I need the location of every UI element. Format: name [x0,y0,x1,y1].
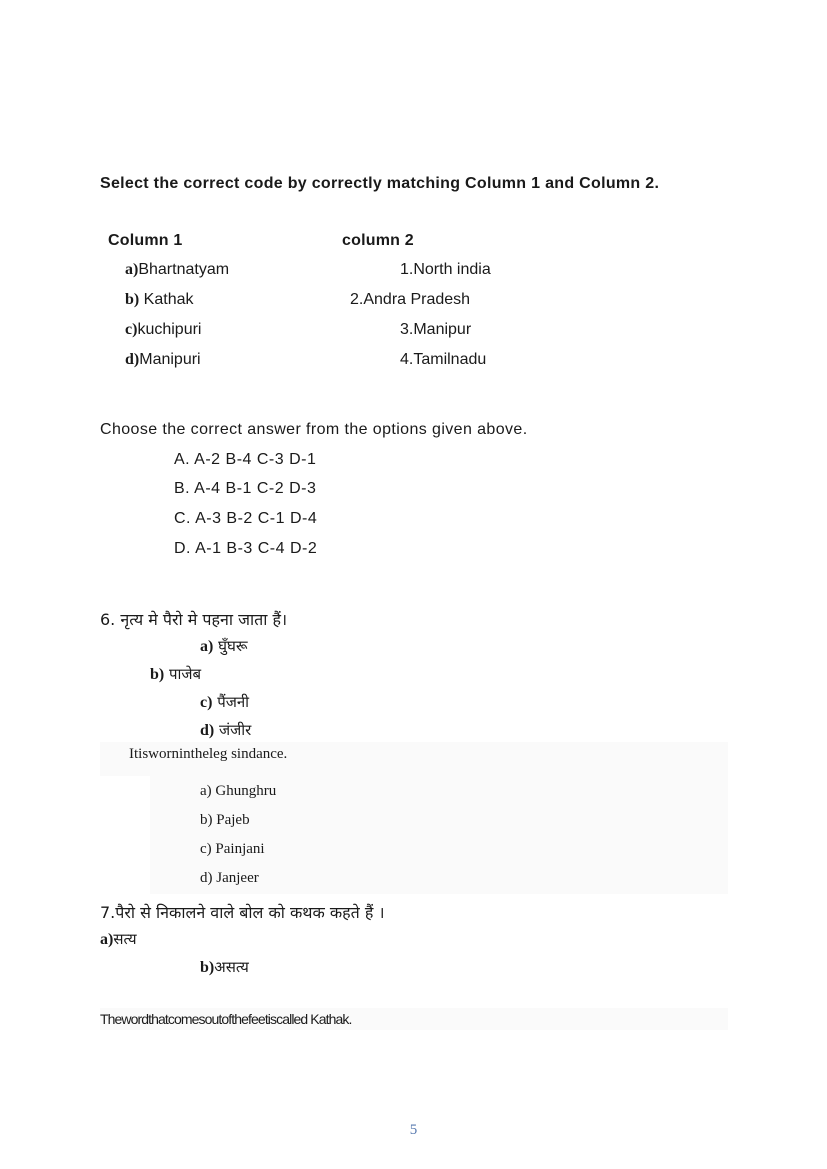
column-2-item: 1.North india [400,261,491,278]
option-text: पैंजनी [212,693,250,711]
english-option-a: a) Ghunghru [200,783,277,799]
row-label: a) [125,261,139,278]
column-2-item: 4.Tamilnadu [400,351,487,368]
q7-option-a [100,929,137,949]
column-2-item: 2.Andra Pradesh [350,291,471,308]
column-1-item: Manipuri [139,351,201,368]
hindi-option-d [200,720,251,740]
question-5-instruction: Select the correct code by correctly matching Column 1 and Column 2. [100,175,660,192]
answer-option-b: B. A-4 B-1 C-2 D-3 [174,480,317,497]
answer-option-a: A. A-2 B-4 C-3 D-1 [174,451,317,468]
option-label: b) [200,959,215,976]
row-label: c) [125,321,138,338]
option-label: a) [100,931,114,948]
option-text: पाजेब [164,665,202,683]
option-text: असत्य [214,958,249,976]
column-1-header: Column 1 [108,232,183,249]
english-option-b: b) Pajeb [200,812,250,828]
q7-option-b [200,957,249,977]
column-1-item: kuchipuri [137,321,202,338]
row-label: b) [125,291,140,308]
hindi-option-c [200,692,249,712]
question-6-hindi: 6. नृत्य मे पैरो मे पहना जाता हैं। [100,610,288,629]
question-7-english: Thewordthatcomesoutofthefeetiscalled Kathak. [100,1011,352,1027]
question-7-hindi: 7.पैरो से निकालने वाले बोल को कथक कहते हैं । [100,903,385,922]
option-label: a) [200,638,214,655]
option-label: b) [150,666,165,683]
english-option-c: c) Painjani [200,841,265,857]
option-label: c) [200,694,213,711]
column-1-item: Bhartnatyam [138,261,230,278]
option-text: सत्य [113,930,137,948]
match-row-d [125,351,201,369]
choose-instruction: Choose the correct answer from the options given above. [100,421,528,438]
answer-option-d: D. A-1 B-3 C-4 D-2 [174,540,318,557]
hindi-option-b [150,664,201,684]
column-2-item: 3.Manipur [400,321,472,338]
row-label: d) [125,351,140,368]
answer-option-c: C. A-3 B-2 C-1 D-4 [174,510,318,527]
option-label: d) [200,722,215,739]
hindi-option-a [200,636,247,656]
option-text: जंजीर [214,721,252,739]
column-2-header: column 2 [342,232,414,249]
column-1-item: Kathak [139,291,194,308]
match-row-b [125,291,194,309]
question-6-english: Itiswornintheleg sindance. [129,746,288,762]
match-row-a [125,261,229,279]
english-option-d: d) Janjeer [200,870,259,886]
option-text: घुँघरू [213,637,248,655]
match-row-c [125,321,201,339]
page-number: 5 [409,1122,418,1138]
